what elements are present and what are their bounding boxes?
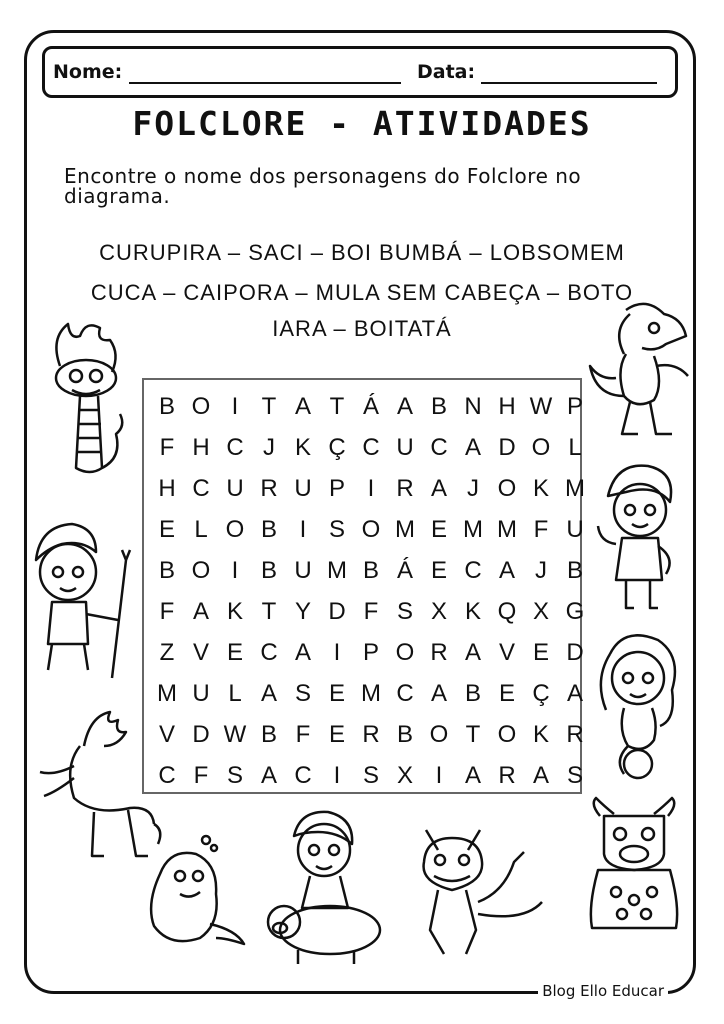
grid-cell[interactable]: A: [464, 639, 481, 666]
grid-cell[interactable]: E: [498, 680, 515, 707]
boitata-snake-icon: [40, 318, 132, 478]
grid-cell[interactable]: C: [158, 762, 176, 789]
grid-cell[interactable]: U: [566, 516, 584, 543]
grid-cell[interactable]: S: [294, 680, 311, 707]
grid-cell[interactable]: A: [294, 639, 311, 666]
grid-cell[interactable]: I: [435, 762, 443, 789]
grid-cell[interactable]: Q: [497, 598, 517, 625]
curupira-boy-icon: [596, 462, 688, 614]
lobsomem-werewolf-icon: [404, 822, 546, 962]
grid-cell[interactable]: T: [261, 598, 277, 625]
grid-cell[interactable]: S: [328, 516, 345, 543]
grid-cell[interactable]: Á: [396, 557, 413, 584]
grid-cell[interactable]: D: [498, 434, 516, 461]
grid-cell[interactable]: W: [223, 721, 247, 748]
grid-cell[interactable]: C: [294, 762, 312, 789]
date-field[interactable]: [481, 82, 657, 84]
grid-cell[interactable]: Á: [362, 393, 379, 420]
grid-cell[interactable]: O: [531, 434, 551, 461]
grid-cell[interactable]: A: [294, 393, 311, 420]
grid-cell[interactable]: R: [396, 475, 414, 502]
grid-cell[interactable]: M: [395, 516, 415, 543]
grid-cell[interactable]: E: [532, 639, 549, 666]
grid-cell[interactable]: U: [192, 680, 210, 707]
grid-cell[interactable]: C: [362, 434, 380, 461]
grid-cell[interactable]: R: [498, 762, 516, 789]
grid-cell[interactable]: A: [464, 434, 481, 461]
grid-cell[interactable]: M: [463, 516, 483, 543]
grid-cell[interactable]: A: [192, 598, 209, 625]
grid-cell[interactable]: O: [497, 721, 517, 748]
grid-cell[interactable]: R: [430, 639, 448, 666]
grid-cell[interactable]: D: [192, 721, 210, 748]
grid-cell[interactable]: I: [231, 557, 239, 584]
grid-cell[interactable]: E: [226, 639, 243, 666]
grid-cell[interactable]: S: [396, 598, 413, 625]
grid-cell[interactable]: B: [158, 557, 175, 584]
grid-cell[interactable]: L: [568, 434, 582, 461]
grid-cell[interactable]: T: [261, 393, 277, 420]
instruction-text: Encontre o nome dos personagens do Folclore no diagrama.: [64, 164, 582, 208]
grid-cell[interactable]: P: [566, 393, 583, 420]
iara-mermaid-icon: [584, 630, 688, 780]
grid-cell[interactable]: P: [328, 475, 345, 502]
grid-cell[interactable]: I: [231, 393, 239, 420]
grid-cell[interactable]: E: [328, 680, 345, 707]
grid-cell[interactable]: C: [260, 639, 278, 666]
grid-cell[interactable]: M: [497, 516, 517, 543]
grid-cell[interactable]: Ç: [532, 680, 550, 707]
grid-cell[interactable]: X: [430, 598, 447, 625]
grid-cell[interactable]: C: [464, 557, 482, 584]
grid-cell[interactable]: P: [362, 639, 379, 666]
boto-dolphin-icon: [140, 834, 248, 954]
name-field[interactable]: [129, 82, 401, 84]
grid-cell[interactable]: A: [430, 475, 447, 502]
grid-cell[interactable]: A: [260, 762, 277, 789]
grid-cell[interactable]: U: [396, 434, 414, 461]
grid-cell[interactable]: I: [299, 516, 307, 543]
grid-cell[interactable]: L: [228, 680, 242, 707]
grid-cell[interactable]: C: [226, 434, 244, 461]
grid-cell[interactable]: I: [333, 762, 341, 789]
grid-cell[interactable]: Ç: [328, 434, 346, 461]
grid-cell[interactable]: O: [497, 475, 517, 502]
grid-cell[interactable]: B: [158, 393, 175, 420]
grid-cell[interactable]: B: [260, 516, 277, 543]
saci-boy-icon: [26, 520, 136, 682]
name-label: Nome:: [53, 61, 123, 83]
footer-credit: Blog Ello Educar: [538, 982, 668, 1000]
grid-cell[interactable]: M: [565, 475, 585, 502]
grid-cell[interactable]: H: [192, 434, 210, 461]
word-list-line-3: IARA – BOITATÁ: [272, 316, 452, 341]
grid-cell[interactable]: V: [192, 639, 209, 666]
grid-cell[interactable]: A: [430, 680, 447, 707]
grid-cell[interactable]: E: [430, 516, 447, 543]
word-list-line-1: CURUPIRA – SACI – BOI BUMBÁ – LOBSOMEM: [99, 240, 625, 265]
grid-cell[interactable]: S: [226, 762, 243, 789]
grid-cell[interactable]: I: [367, 475, 375, 502]
grid-cell[interactable]: F: [159, 598, 175, 625]
grid-cell[interactable]: E: [158, 516, 175, 543]
grid-cell[interactable]: A: [566, 680, 583, 707]
grid-cell[interactable]: O: [191, 557, 211, 584]
grid-cell[interactable]: V: [158, 721, 175, 748]
grid-cell[interactable]: B: [566, 557, 583, 584]
grid-cell[interactable]: A: [532, 762, 549, 789]
grid-cell[interactable]: G: [565, 598, 585, 625]
grid-cell[interactable]: K: [532, 721, 549, 748]
grid-cell[interactable]: B: [362, 557, 379, 584]
grid-cell[interactable]: H: [498, 393, 516, 420]
grid-cell[interactable]: O: [361, 516, 381, 543]
grid-cell[interactable]: A: [498, 557, 515, 584]
grid-cell[interactable]: O: [395, 639, 415, 666]
grid-cell[interactable]: I: [333, 639, 341, 666]
grid-cell[interactable]: L: [194, 516, 208, 543]
grid-cell[interactable]: O: [225, 516, 245, 543]
grid-cell[interactable]: C: [192, 475, 210, 502]
grid-cell[interactable]: C: [396, 680, 414, 707]
grid-cell[interactable]: A: [464, 762, 481, 789]
cuca-alligator-icon: [586, 300, 696, 446]
grid-cell[interactable]: J: [535, 557, 547, 584]
grid-cell[interactable]: B: [260, 721, 277, 748]
grid-cell[interactable]: X: [396, 762, 413, 789]
grid-cell[interactable]: F: [159, 434, 175, 461]
grid-cell[interactable]: J: [263, 434, 275, 461]
grid-cell[interactable]: B: [464, 680, 481, 707]
grid-cell[interactable]: Z: [159, 639, 175, 666]
grid-cell[interactable]: U: [294, 557, 312, 584]
date-label: Data:: [417, 61, 476, 83]
grid-cell[interactable]: T: [465, 721, 481, 748]
grid-cell[interactable]: K: [532, 475, 549, 502]
page-title: FOLCLORE - ATIVIDADES: [132, 104, 592, 143]
grid-cell[interactable]: K: [294, 434, 311, 461]
grid-cell[interactable]: W: [529, 393, 553, 420]
grid-cell[interactable]: V: [498, 639, 515, 666]
grid-cell[interactable]: C: [430, 434, 448, 461]
grid-cell[interactable]: S: [362, 762, 379, 789]
grid-cell[interactable]: F: [533, 516, 549, 543]
grid-cell[interactable]: B: [260, 557, 277, 584]
grid-cell[interactable]: T: [329, 393, 345, 420]
grid-cell[interactable]: K: [464, 598, 481, 625]
grid-cell[interactable]: X: [532, 598, 549, 625]
grid-cell[interactable]: U: [226, 475, 244, 502]
grid-cell[interactable]: K: [226, 598, 243, 625]
grid-cell[interactable]: N: [464, 393, 482, 420]
grid-cell[interactable]: Y: [294, 598, 311, 625]
grid-cell[interactable]: E: [430, 557, 447, 584]
grid-cell[interactable]: R: [566, 721, 584, 748]
grid-cell[interactable]: O: [429, 721, 449, 748]
grid-cell[interactable]: H: [158, 475, 176, 502]
grid-cell[interactable]: M: [327, 557, 347, 584]
grid-cell[interactable]: O: [191, 393, 211, 420]
boi-bumba-icon: [582, 796, 686, 936]
grid-cell[interactable]: J: [467, 475, 479, 502]
grid-cell[interactable]: A: [396, 393, 413, 420]
word-list-line-2: CUCA – CAIPORA – MULA SEM CABEÇA – BOTO: [90, 280, 634, 305]
grid-cell[interactable]: M: [361, 680, 381, 707]
grid-cell[interactable]: B: [430, 393, 447, 420]
grid-cell[interactable]: S: [566, 762, 583, 789]
grid-cell[interactable]: A: [260, 680, 277, 707]
grid-cell[interactable]: F: [363, 598, 379, 625]
grid-cell[interactable]: F: [193, 762, 209, 789]
grid-cell[interactable]: R: [362, 721, 380, 748]
grid-cell[interactable]: F: [295, 721, 311, 748]
grid-cell[interactable]: B: [396, 721, 413, 748]
name-date-box: [42, 46, 678, 98]
caipora-girl-on-boar-icon: [254, 810, 390, 968]
grid-cell[interactable]: U: [294, 475, 312, 502]
grid-cell[interactable]: E: [328, 721, 345, 748]
grid-cell[interactable]: D: [566, 639, 584, 666]
grid-cell[interactable]: R: [260, 475, 278, 502]
grid-cell[interactable]: D: [328, 598, 346, 625]
grid-cell[interactable]: M: [157, 680, 177, 707]
